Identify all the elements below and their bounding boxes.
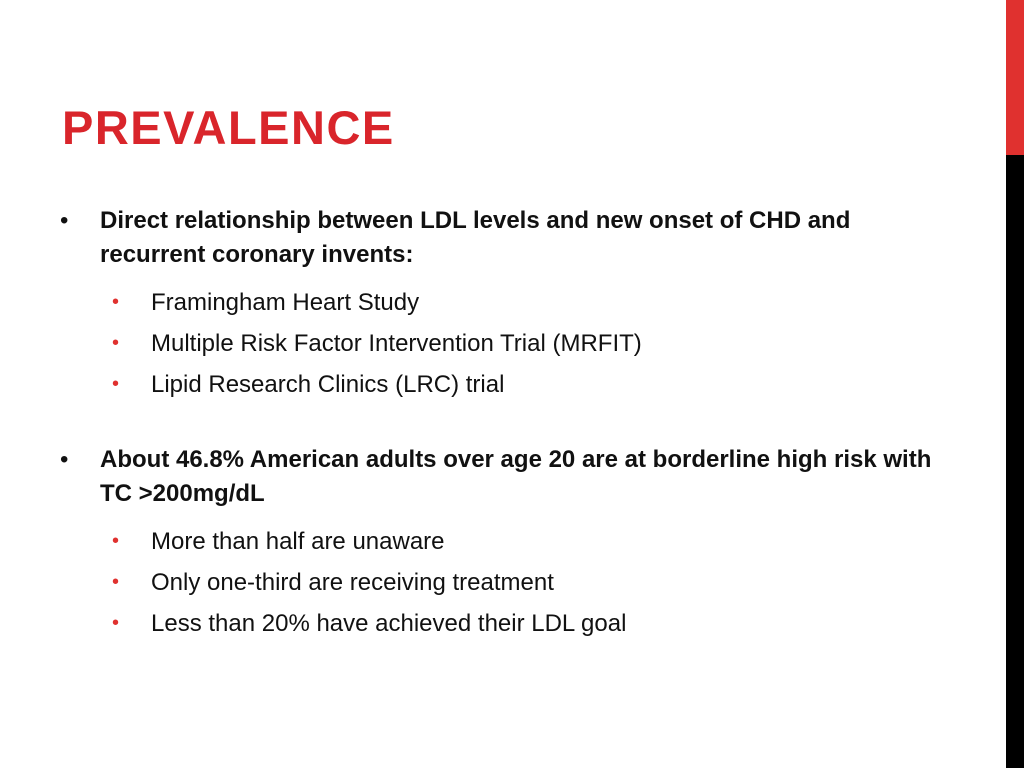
sub-item-text: Less than 20% have achieved their LDL goal <box>151 610 627 637</box>
sub-item-text: Only one-third are receiving treatment <box>151 569 554 596</box>
spacer <box>60 405 960 443</box>
sub-item <box>60 364 960 405</box>
sub-item <box>60 562 960 603</box>
red-bullet-icon: • <box>112 612 120 634</box>
main-point-2 <box>60 443 960 511</box>
accent-bar-black <box>1006 155 1024 768</box>
red-bullet-icon: • <box>112 373 120 395</box>
main-point-1 <box>60 204 960 272</box>
red-bullet-icon: • <box>112 571 120 593</box>
sub-item <box>60 323 960 364</box>
slide-content <box>60 204 960 644</box>
sub-item-text: Multiple Risk Factor Intervention Trial (MRFIT) <box>151 330 642 357</box>
sub-item <box>60 603 960 644</box>
sub-list-2 <box>60 521 960 644</box>
sub-item <box>60 282 960 323</box>
bullet-icon: • <box>60 446 69 473</box>
red-bullet-icon: • <box>112 530 120 552</box>
accent-bar-red <box>1006 0 1024 155</box>
sub-list-1 <box>60 282 960 405</box>
bullet-icon: • <box>60 207 69 234</box>
main-point-text: Direct relationship between LDL levels and new onset of CHD and recurrent coronary invents: <box>100 207 851 268</box>
sub-item-text: Lipid Research Clinics (LRC) trial <box>151 371 505 398</box>
sub-item <box>60 521 960 562</box>
sub-item-text: Framingham Heart Study <box>151 289 420 316</box>
red-bullet-icon: • <box>112 332 120 354</box>
sub-item-text: More than half are unaware <box>151 528 445 555</box>
main-point-text: About 46.8% American adults over age 20 are at borderline high risk with TC >200mg/dL <box>100 446 932 507</box>
red-bullet-icon: • <box>112 291 120 313</box>
slide-title: PREVALENCE <box>62 101 395 154</box>
